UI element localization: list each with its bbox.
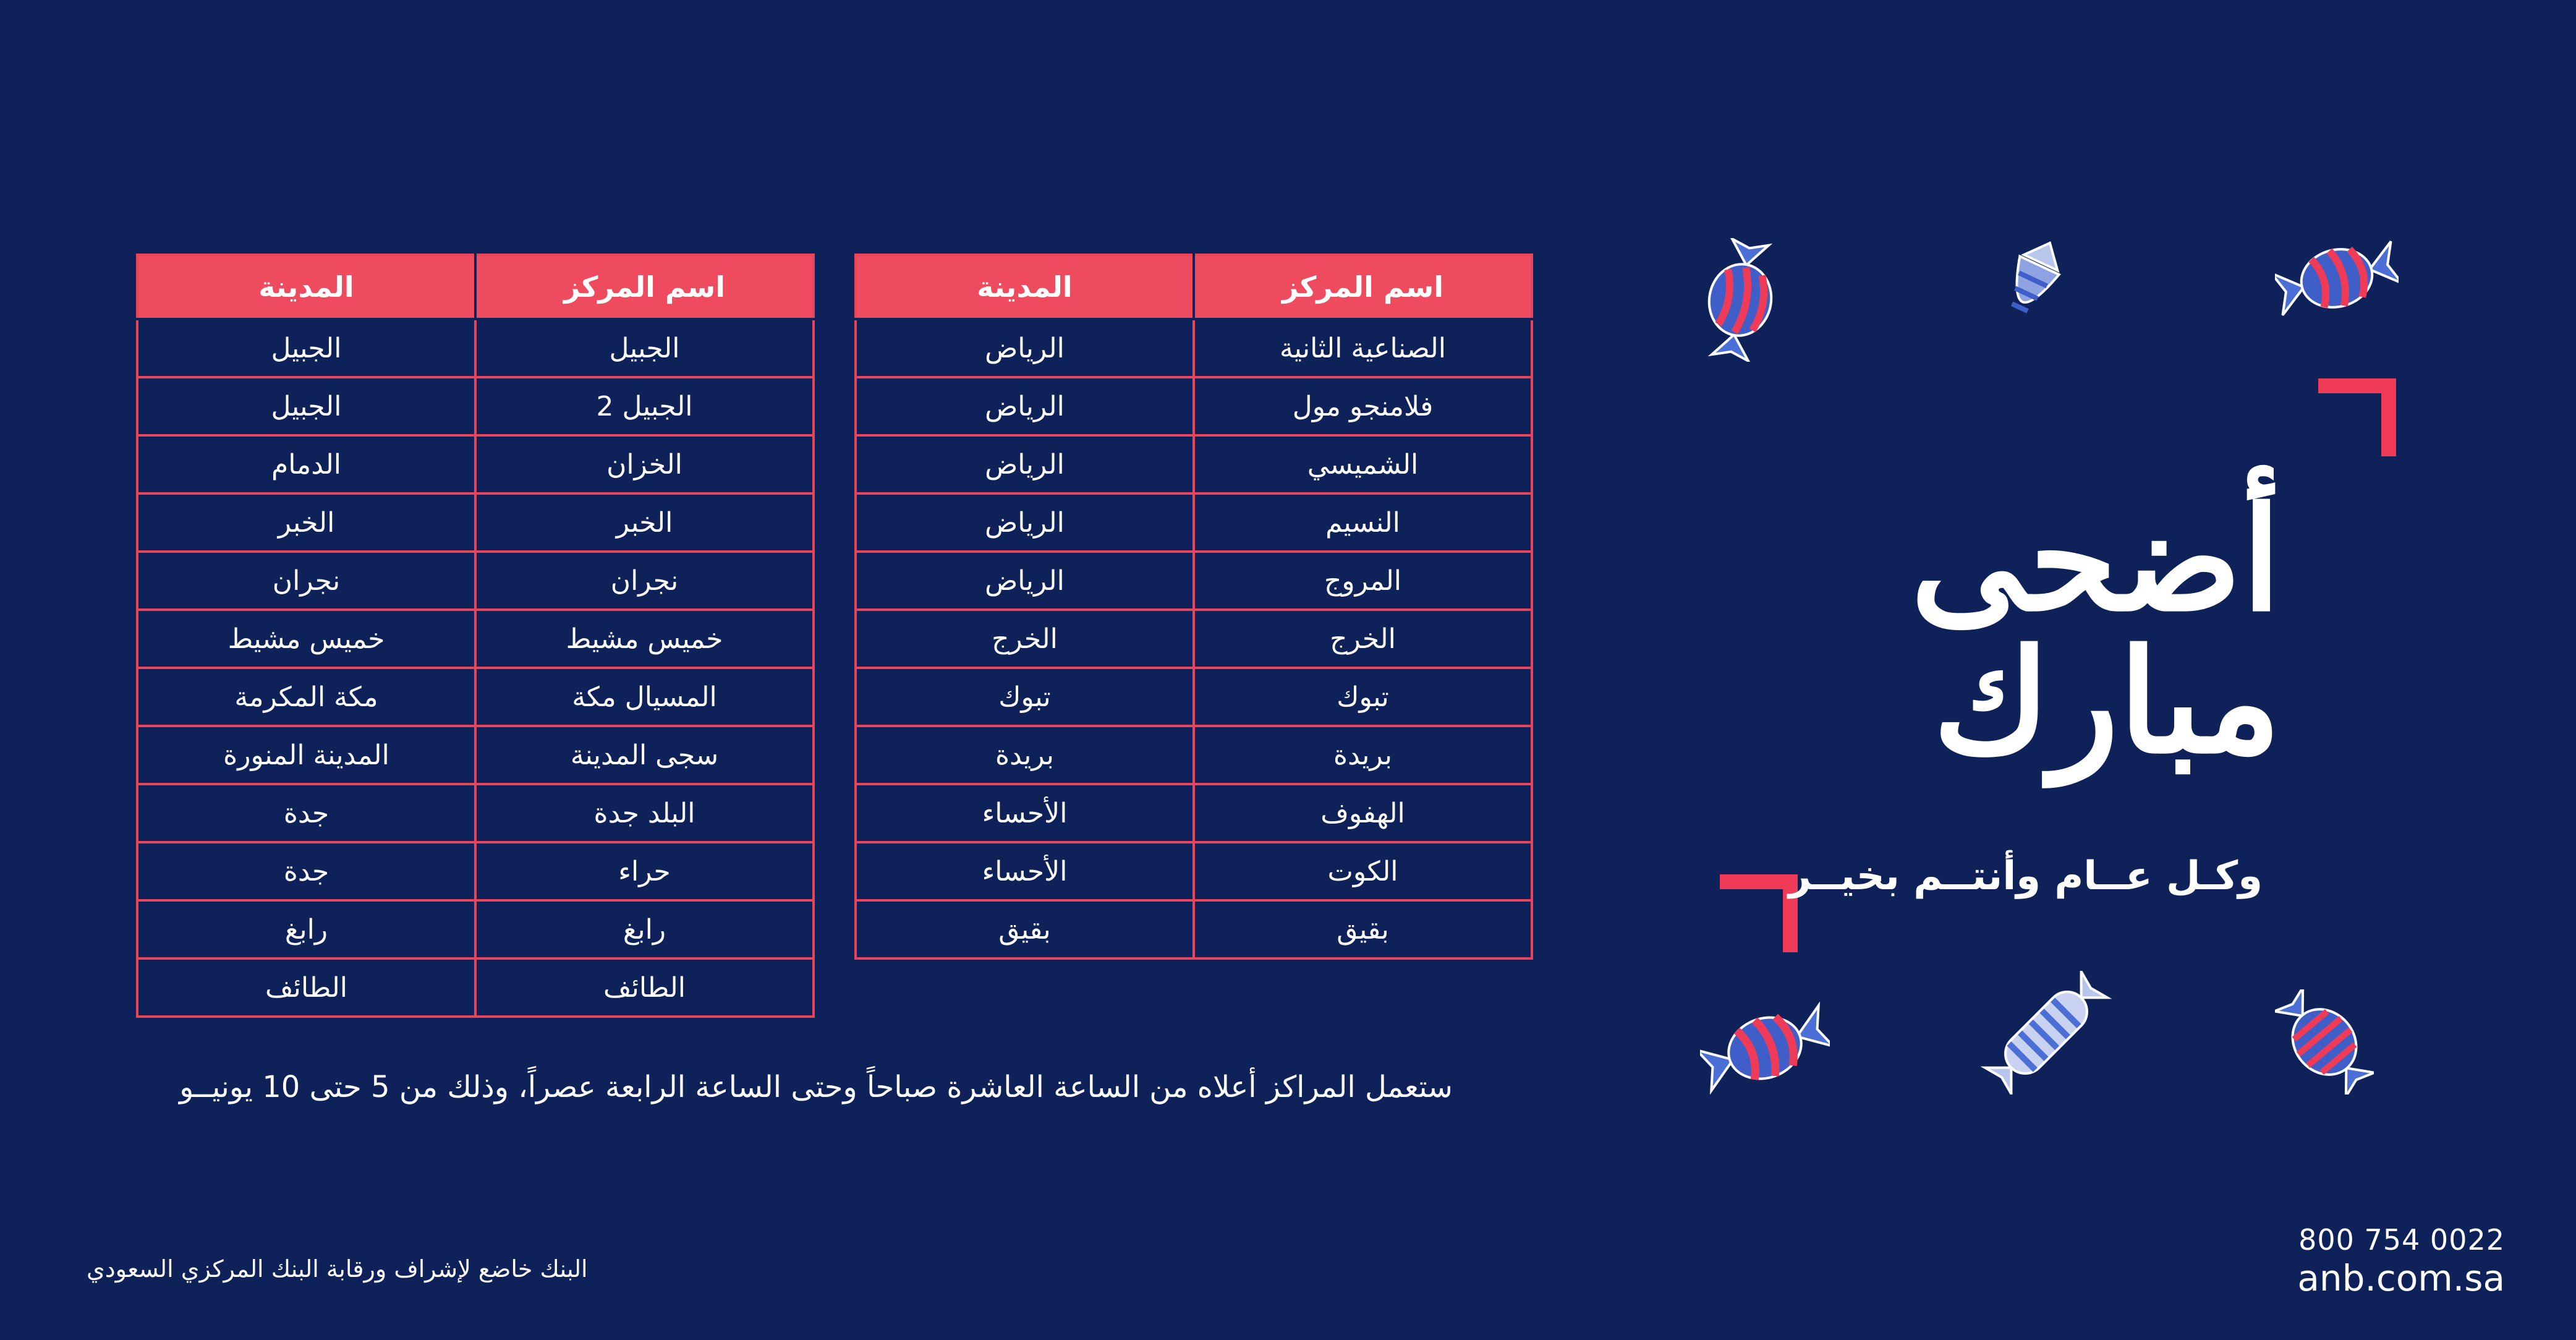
center-column-header: اسم المركز	[1194, 255, 1532, 319]
city-cell: الجبيل	[137, 377, 475, 435]
center-name-cell: بقيق	[1194, 900, 1532, 958]
city-cell: الأحساء	[856, 784, 1194, 842]
table-row	[137, 552, 814, 610]
table-row	[137, 377, 814, 435]
table-row	[856, 493, 1532, 552]
branches-table-left	[136, 254, 815, 1018]
city-cell: تبوك	[856, 668, 1194, 726]
city-cell: بقيق	[856, 900, 1194, 958]
center-name-cell: سجى المدينة	[475, 726, 814, 784]
city-cell: الرياض	[856, 319, 1194, 377]
regulator-disclaimer: البنك خاضع لإشراف ورقابة البنك المركزي السعودي	[87, 1255, 588, 1282]
city-cell: الرياض	[856, 552, 1194, 610]
center-name-cell: الجبيل 2	[475, 377, 814, 435]
table-header-row	[137, 255, 814, 319]
city-cell: المدينة المنورة	[137, 726, 475, 784]
center-name-cell: الخزان	[475, 435, 814, 493]
center-name-cell: الخبر	[475, 493, 814, 552]
city-cell: جدة	[137, 842, 475, 900]
center-name-cell: الشميسي	[1194, 435, 1532, 493]
center-name-cell: المسيال مكة	[475, 668, 814, 726]
corner-bracket-top-decoration	[2318, 378, 2396, 456]
city-cell: بريدة	[856, 726, 1194, 784]
candy-icon	[1700, 1002, 1830, 1095]
city-column-header: المدينة	[137, 255, 475, 319]
center-name-cell: حراء	[475, 842, 814, 900]
center-column-header: اسم المركز	[475, 255, 814, 319]
table-row	[137, 784, 814, 842]
table-row	[856, 610, 1532, 668]
table-row	[137, 900, 814, 958]
table-row	[856, 900, 1532, 958]
candy-icon	[2275, 989, 2374, 1095]
center-name-cell: المروج	[1194, 552, 1532, 610]
table-row	[137, 610, 814, 668]
city-cell: جدة	[137, 784, 475, 842]
table-row	[137, 493, 814, 552]
center-name-cell: الخرج	[1194, 610, 1532, 668]
working-hours-note: ستعمل المراكز أعلاه من الساعة العاشرة صباحاً وحتى الساعة الرابعة عصراً، وذلك من 5 حتى 10 يونيــو	[179, 1070, 1453, 1104]
table-row	[856, 435, 1532, 493]
table-row	[856, 319, 1532, 377]
center-name-cell: تبوك	[1194, 668, 1532, 726]
table-row	[856, 784, 1532, 842]
table-row	[856, 377, 1532, 435]
city-cell: الرياض	[856, 435, 1194, 493]
center-name-cell: الصناعية الثانية	[1194, 319, 1532, 377]
center-name-cell: الكوت	[1194, 842, 1532, 900]
center-name-cell: بريدة	[1194, 726, 1532, 784]
contact-info	[2297, 1221, 2505, 1298]
city-cell: الجبيل	[137, 319, 475, 377]
center-name-cell: الهفوف	[1194, 784, 1532, 842]
center-name-cell: فلامنجو مول	[1194, 377, 1532, 435]
city-cell: الطائف	[137, 958, 475, 1017]
branches-table-right	[854, 254, 1533, 960]
table-row	[856, 668, 1532, 726]
phone-number: 800 754 0022	[2298, 1223, 2505, 1257]
city-cell: مكة المكرمة	[137, 668, 475, 726]
city-cell: الأحساء	[856, 842, 1194, 900]
candy-icon	[2275, 235, 2399, 322]
center-name-cell: الجبيل	[475, 319, 814, 377]
table-row	[137, 726, 814, 784]
table-row	[856, 842, 1532, 900]
table-row	[137, 435, 814, 493]
city-cell: نجران	[137, 552, 475, 610]
table-row	[137, 668, 814, 726]
candy-icon	[1978, 235, 2077, 346]
table-row	[856, 726, 1532, 784]
greeting-subtitle: وكـل عــام وأنتــم بخيــر	[1788, 853, 2263, 899]
greeting-title: أضحى مبارك	[1910, 476, 2281, 785]
city-cell: الخرج	[856, 610, 1194, 668]
city-cell: رابغ	[137, 900, 475, 958]
city-cell: الرياض	[856, 377, 1194, 435]
corner-bracket-bottom-decoration	[1720, 874, 1798, 952]
center-name-cell: نجران	[475, 552, 814, 610]
table-row	[137, 842, 814, 900]
city-column-header: المدينة	[856, 255, 1194, 319]
candy-icon	[1978, 971, 2114, 1095]
city-cell: خميس مشيط	[137, 610, 475, 668]
city-cell: الخبر	[137, 493, 475, 552]
center-name-cell: الطائف	[475, 958, 814, 1017]
website-link[interactable]: anb.com.sa	[2297, 1257, 2505, 1299]
center-name-cell: خميس مشيط	[475, 610, 814, 668]
table-header-row	[856, 255, 1532, 319]
center-name-cell: البلد جدة	[475, 784, 814, 842]
center-name-cell: النسيم	[1194, 493, 1532, 552]
city-cell: الرياض	[856, 493, 1194, 552]
city-cell: الدمام	[137, 435, 475, 493]
table-body	[137, 319, 814, 1017]
center-name-cell: رابغ	[475, 900, 814, 958]
candy-icon	[1694, 238, 1787, 362]
eid-calligraphy-title	[1848, 433, 2281, 829]
table-row	[137, 319, 814, 377]
table-body	[856, 319, 1532, 958]
table-row	[856, 552, 1532, 610]
table-row	[137, 958, 814, 1017]
